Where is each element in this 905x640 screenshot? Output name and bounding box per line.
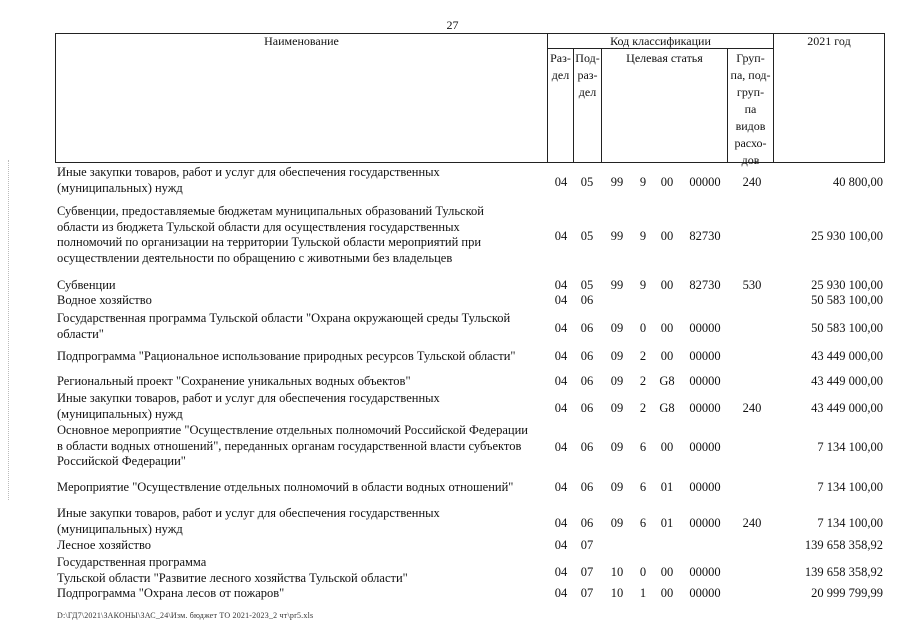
code-cell-pr: 06	[580, 348, 594, 363]
code-cell-pr: 06	[580, 479, 594, 494]
row-name: Региональный проект "Сохранение уникальных водных объектов"	[57, 374, 411, 388]
code-cell-c1: 99	[610, 229, 624, 243]
amount-cell: 40 800,00	[833, 174, 883, 189]
row-name: Иные закупки товаров, работ и услуг для обеспечения государственных (муниципальных) нужд	[57, 391, 440, 421]
code-cell-c2: 2	[639, 373, 647, 388]
row-name: Водное хозяйство	[57, 293, 152, 307]
code-cell-rz: 04	[554, 537, 568, 552]
code-cell-c4: 00000	[689, 320, 721, 335]
code-cell-c4: 00000	[689, 440, 721, 455]
row-name: Лесное хозяйство	[57, 538, 152, 552]
code-cell-c4: 00000	[689, 585, 721, 600]
code-cell-c3: G8	[659, 373, 675, 388]
code-cell-pr: 07	[580, 564, 594, 579]
page-number: 27	[446, 18, 459, 32]
code-cell-vr: 530	[742, 277, 762, 292]
code-cell-c3: 00	[660, 440, 674, 455]
code-cell-pr: 05	[580, 174, 594, 189]
code-cell-rz: 04	[554, 292, 568, 307]
code-cell-c2: 2	[639, 400, 647, 415]
row-name: Субвенции	[57, 278, 116, 292]
code-cell-pr: 06	[580, 373, 594, 388]
code-cell-rz: 04	[554, 373, 568, 388]
code-cell-c1: 09	[610, 400, 624, 415]
row-name: Основное мероприятие "Осуществление отдельных полномочий Российской Федерации в области водных отношений", переданных органам государственной власти субъектов Российской Федерации"	[57, 423, 528, 468]
code-cell-c2: 6	[639, 440, 647, 455]
file-path-footer: D:\ГД7\2021\ЗАКОНЫ\ЗАС_24\Изм. бюджет ТО 2021-2023_2 чт\pr5.xls	[57, 611, 314, 620]
code-cell-rz: 04	[554, 440, 568, 455]
header-code: Код классификации	[610, 34, 711, 48]
code-cell-c2: 0	[639, 320, 647, 335]
row-name: Подпрограмма "Охрана лесов от пожаров"	[57, 586, 285, 600]
code-cell-c3: 01	[660, 515, 674, 530]
row-name: Государственная программа Тульской области "Развитие лесного хозяйства Тульской области"	[57, 555, 408, 585]
code-cell-rz: 04	[554, 229, 568, 243]
amount-cell: 50 583 100,00	[811, 320, 883, 335]
code-cell-c3: 00	[660, 320, 674, 335]
code-cell-pr: 07	[580, 537, 594, 552]
code-cell-c1: 09	[610, 348, 624, 363]
code-cell-c2: 0	[639, 564, 647, 579]
code-cell-c4: 00000	[689, 174, 721, 189]
code-cell-c3: 00	[660, 277, 674, 292]
amount-cell: 7 134 100,00	[817, 440, 883, 455]
code-cell-c3: 01	[660, 479, 674, 494]
code-cell-c1: 10	[610, 585, 624, 600]
code-cell-rz: 04	[554, 277, 568, 292]
code-cell-pr: 06	[580, 440, 594, 455]
code-cell-c1: 09	[610, 515, 624, 530]
code-cell-c2: 9	[639, 229, 647, 243]
row-name: Государственная программа Тульской области "Охрана окружающей среды Тульской области"	[57, 311, 511, 341]
code-cell-pr: 06	[580, 515, 594, 530]
code-cell-c2: 2	[639, 348, 647, 363]
row-name: Субвенции, предоставляемые бюджетам муниципальных образований Тульской области из бюджета Тульской области для осуществления государственных полномочий по организации на территории Тульской области мероприятий при осуществлении деятельности по обращению с животными без владельцев	[57, 204, 484, 265]
code-cell-c2: 6	[639, 515, 647, 530]
row-name: Подпрограмма "Рациональное использование природных ресурсов Тульской области"	[57, 349, 516, 363]
amount-cell: 7 134 100,00	[817, 479, 883, 494]
code-cell-c1: 09	[610, 320, 624, 335]
code-cell-pr: 06	[580, 320, 594, 335]
code-cell-c2: 6	[639, 479, 647, 494]
header-podrazdel: Под- раз- дел	[575, 51, 600, 99]
amount-cell: 7 134 100,00	[817, 515, 883, 530]
amount-cell: 20 999 799,99	[811, 585, 883, 600]
amount-cell: 25 930 100,00	[811, 277, 883, 292]
code-cell-c1: 99	[610, 174, 624, 189]
amount-cell: 50 583 100,00	[811, 292, 883, 307]
code-cell-c3: 00	[660, 229, 674, 243]
code-cell-c1: 09	[610, 440, 624, 455]
code-cell-pr: 07	[580, 585, 594, 600]
code-cell-vr: 240	[742, 174, 762, 189]
amount-cell: 43 449 000,00	[811, 400, 883, 415]
code-cell-pr: 05	[580, 277, 594, 292]
margin-binding-marks	[8, 160, 10, 500]
code-cell-c4: 00000	[689, 400, 721, 415]
row-name: Иные закупки товаров, работ и услуг для обеспечения государственных (муниципальных) нужд	[57, 165, 440, 195]
code-cell-c4: 00000	[689, 373, 721, 388]
amount-cell: 43 449 000,00	[811, 373, 883, 388]
amount-cell: 139 658 358,92	[804, 537, 883, 552]
code-cell-c3: 00	[660, 174, 674, 189]
code-cell-c1: 99	[610, 277, 624, 292]
code-cell-c3: 00	[660, 585, 674, 600]
code-cell-pr: 06	[580, 400, 594, 415]
code-cell-c4: 00000	[689, 348, 721, 363]
code-cell-c3: G8	[659, 400, 675, 415]
code-cell-c1: 10	[610, 564, 624, 579]
header-razdel: Раз- дел	[550, 51, 571, 82]
header-target-article: Целевая статья	[626, 51, 703, 65]
row-name: Мероприятие "Осуществление отдельных полномочий в области водных отношений"	[57, 480, 514, 494]
code-cell-c4: 00000	[689, 515, 721, 530]
code-cell-c3: 00	[660, 348, 674, 363]
code-cell-rz: 04	[554, 515, 568, 530]
code-cell-rz: 04	[554, 174, 568, 189]
code-cell-rz: 04	[554, 479, 568, 494]
code-cell-pr: 05	[580, 229, 594, 243]
code-cell-rz: 04	[554, 348, 568, 363]
code-cell-c1: 09	[610, 373, 624, 388]
code-cell-vr: 240	[742, 400, 762, 415]
code-cell-rz: 04	[554, 400, 568, 415]
code-cell-c2: 9	[639, 277, 647, 292]
code-cell-c2: 1	[639, 585, 647, 600]
code-cell-rz: 04	[554, 320, 568, 335]
header-group: Груп- па, под- груп- па видов расхо- дов	[730, 51, 771, 167]
code-cell-c1: 09	[610, 479, 624, 494]
code-cell-c4: 82730	[689, 277, 721, 292]
code-cell-pr: 06	[580, 292, 594, 307]
amount-cell: 43 449 000,00	[811, 348, 883, 363]
code-cell-c2: 9	[639, 174, 647, 189]
amount-cell: 25 930 100,00	[811, 229, 883, 243]
amount-cell: 139 658 358,92	[804, 564, 883, 579]
code-cell-c4: 00000	[689, 479, 721, 494]
row-name: Иные закупки товаров, работ и услуг для обеспечения государственных (муниципальных) нужд	[57, 506, 440, 536]
code-cell-c3: 00	[660, 564, 674, 579]
code-cell-c4: 82730	[689, 229, 721, 243]
code-cell-rz: 04	[554, 564, 568, 579]
header-name: Наименование	[264, 34, 339, 48]
code-cell-vr: 240	[742, 515, 762, 530]
code-cell-rz: 04	[554, 585, 568, 600]
code-cell-c4: 00000	[689, 564, 721, 579]
header-year: 2021 год	[807, 34, 851, 48]
